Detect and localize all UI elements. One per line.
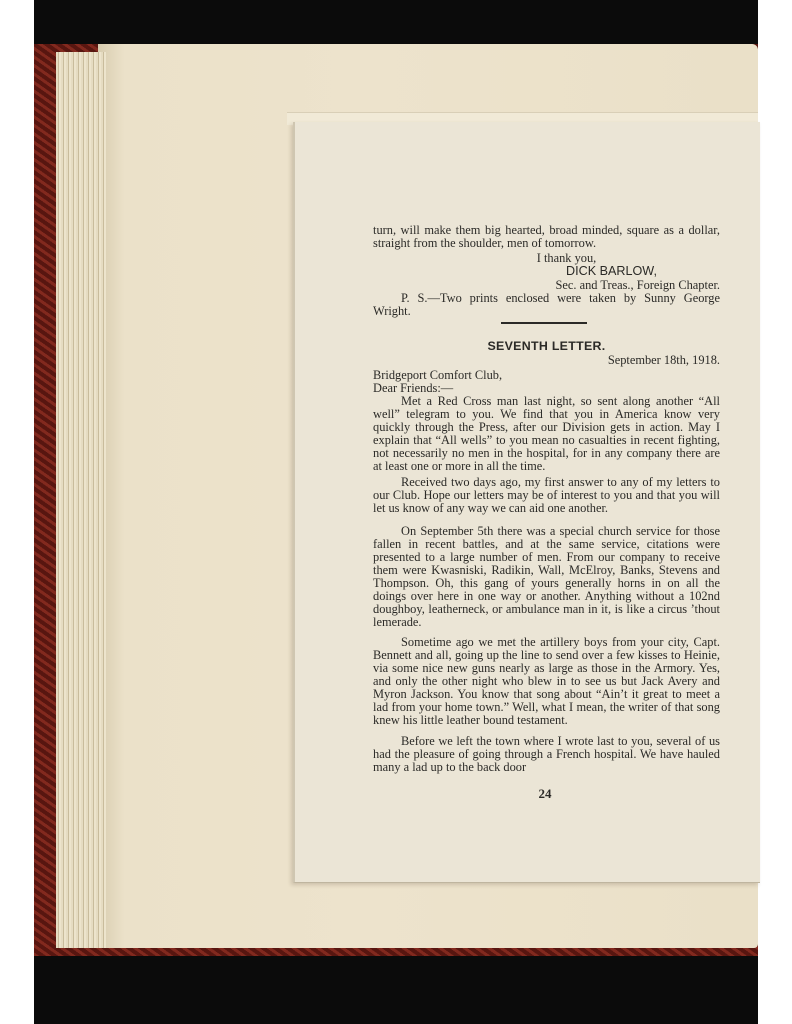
letter-date: September 18th, 1918.	[607, 353, 720, 367]
continuation-text: turn, will make them big hearted, broad minded, square as a dollar, straight from the shoulder, men of tomorrow.	[373, 223, 720, 250]
letter-heading: SEVENTH LETTER.	[487, 339, 606, 353]
letter-address: Bridgeport Comfort Club,	[373, 368, 503, 382]
page-number: 24	[538, 786, 552, 801]
paragraph: Met a Red Cross man last night, so sent along another “All well” telegram to you. We find that you in America know very quickly through the Press, after our Division gets in action. May I explain that “All wells” to you mean no casualties in recent fighting, not necessarily no men in the hospital, for in any company there are at least one or more in all the time.	[373, 394, 720, 473]
paragraph: Received two days ago, my first answer to any of my letters to our Club. Hope our letters may be of interest to you and that you will let us know of any way we can aid one another.	[373, 475, 720, 515]
letter-salutation: Dear Friends:—	[373, 381, 454, 395]
section-divider	[501, 322, 587, 324]
signature-title: Sec. and Treas., Foreign Chapter.	[555, 278, 720, 292]
paragraph: Sometime ago we met the artillery boys from your city, Capt. Bennett and all, going up the line to send over a few kisses to Heinie, via some nice new guns nearly as large as those in the Armory. Yes, and only the other night who blew in to see us but Jack Avery and Myron Jackson. You know that song about “Ain’t it great to meet a lad from your home town.” Well, what I mean, the writer of that song knew his little leather bound testament.	[373, 635, 720, 727]
paragraph: On September 5th there was a special church service for those fallen in recent battles, and at the same service, citations were presented to a large number of men. From our company to receive them were Kwasniski, Radikin, Wall, McElroy, Banks, Stevens and Thompson. Oh, this gang of yours generally horns in on all the doings over here in one way or another. Anything without a 102nd doughboy, leatherneck, or ambulance man in it, is like a circus ’thout lemerade.	[373, 524, 720, 629]
signature-name: DICK BARLOW,	[566, 264, 657, 278]
paragraph: Before we left the town where I wrote last to you, several of us had the pleasure of going through a French hospital. We have hauled many a lad up to the back door	[373, 734, 720, 774]
postscript: P. S.—Two prints enclosed were taken by Sunny George Wright.	[373, 291, 720, 318]
page-edges	[56, 52, 106, 948]
closing-thanks: I thank you,	[536, 251, 597, 265]
